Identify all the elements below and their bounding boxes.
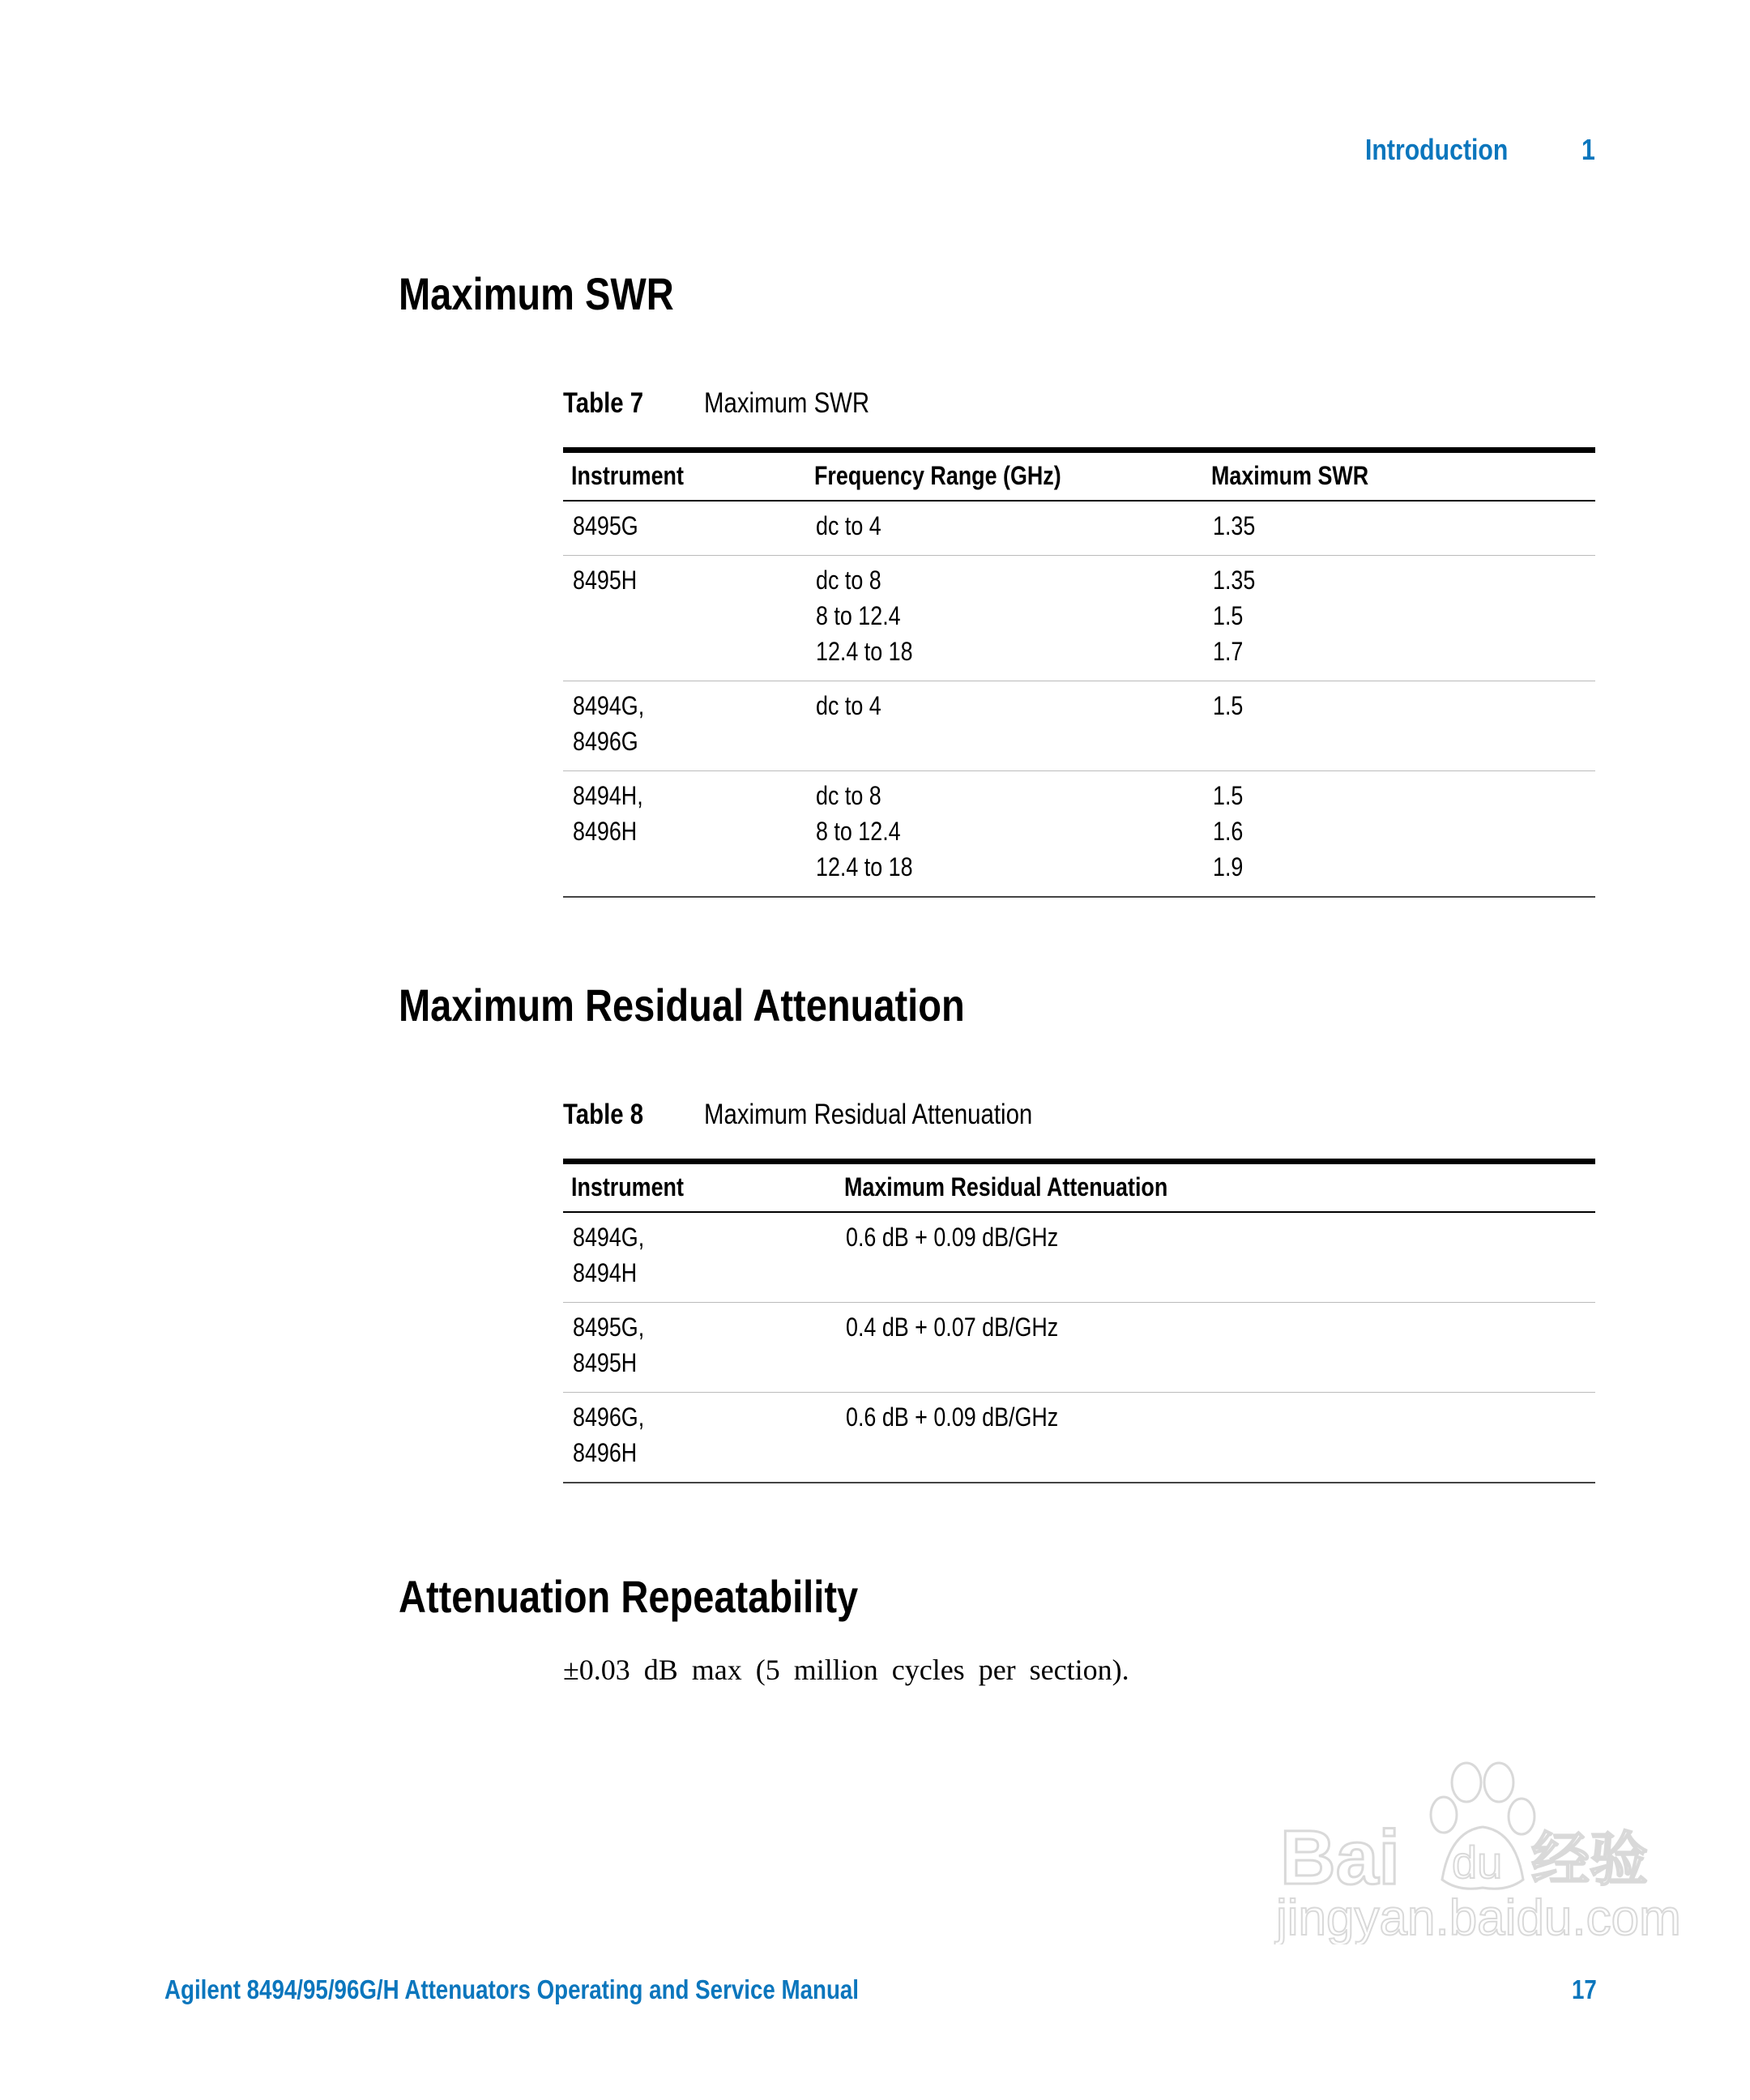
cell-line: 12.4 to 18 <box>816 852 913 881</box>
column-header: Instrument <box>571 1172 684 1202</box>
cell-line: 8494G, <box>573 1223 645 1252</box>
table7-title: Maximum SWR <box>704 387 870 419</box>
column-header: Maximum Residual Attenuation <box>844 1172 1168 1202</box>
cell-line: 1.5 <box>1213 691 1244 720</box>
cell-line: dc to 4 <box>816 511 881 540</box>
table8-title: Maximum Residual Attenuation <box>704 1099 1033 1130</box>
table-header-row <box>563 1162 1595 1213</box>
cell-instrument <box>563 501 806 556</box>
cell-instrument <box>563 1393 836 1483</box>
table8-label: Table 8 <box>563 1099 644 1130</box>
running-header-section: Introduction <box>1365 133 1509 166</box>
table-row <box>563 771 1595 898</box>
svg-text:经验: 经验 <box>1531 1825 1649 1893</box>
svg-text:Bai: Bai <box>1280 1815 1400 1901</box>
cell-line: dc to 4 <box>816 691 881 720</box>
section-heading-repeatability: Attenuation Repeatability <box>399 1571 859 1622</box>
cell-value: 0.6 dB + 0.09 dB/GHz <box>846 1402 1059 1432</box>
cell-line: 8496H <box>573 1438 638 1467</box>
cell-line: 8 to 12.4 <box>816 601 901 630</box>
cell-line: 8 to 12.4 <box>816 817 901 846</box>
cell-instrument <box>563 1303 836 1393</box>
cell-line: 1.35 <box>1213 511 1256 540</box>
cell-line: 8495G, <box>573 1312 645 1342</box>
table-header-row <box>563 450 1595 502</box>
table-row <box>563 556 1595 681</box>
cell-freq <box>806 556 1203 681</box>
section-heading-residual-attenuation: Maximum Residual Attenuation <box>399 980 965 1031</box>
cell-instrument <box>563 1212 836 1303</box>
cell-line: 8494H, <box>573 781 643 810</box>
cell-swr <box>1203 556 1595 681</box>
table-row <box>563 501 1595 556</box>
cell-line: 8496G, <box>573 1402 645 1432</box>
cell-line: 1.35 <box>1213 566 1256 595</box>
cell-line: 1.7 <box>1213 637 1244 666</box>
cell-swr <box>1203 501 1595 556</box>
table7-label: Table 7 <box>563 387 644 419</box>
column-header: Instrument <box>571 460 684 490</box>
cell-freq <box>806 681 1203 771</box>
cell-line: 8496G <box>573 727 638 756</box>
svg-text:du: du <box>1452 1837 1503 1888</box>
column-header: Maximum SWR <box>1211 460 1369 490</box>
cell-line: 8494H <box>573 1258 638 1287</box>
column-header: Frequency Range (GHz) <box>814 460 1061 490</box>
table-row <box>563 681 1595 771</box>
cell-freq <box>806 501 1203 556</box>
cell-swr <box>1203 681 1595 771</box>
cell-line: 12.4 to 18 <box>816 637 913 666</box>
cell-line: 8495G <box>573 511 638 540</box>
cell-line: 1.9 <box>1213 852 1244 881</box>
cell-swr <box>1203 771 1595 898</box>
cell-instrument <box>563 771 806 898</box>
cell-line: 1.5 <box>1213 781 1244 810</box>
cell-line: 1.6 <box>1213 817 1244 846</box>
svg-text:jingyan.baidu.com: jingyan.baidu.com <box>1276 1890 1681 1944</box>
running-header-chapter: 1 <box>1581 133 1595 166</box>
cell-line: 1.5 <box>1213 601 1244 630</box>
cell-line: 8496H <box>573 817 638 846</box>
cell-freq <box>806 771 1203 898</box>
cell-line: 8495H <box>573 1348 638 1377</box>
cell-line: dc to 8 <box>816 781 881 810</box>
cell-value: 0.4 dB + 0.07 dB/GHz <box>846 1312 1059 1342</box>
cell-instrument <box>563 681 806 771</box>
cell-line: 8494G, <box>573 691 645 720</box>
footer-page-number: 17 <box>1572 1974 1597 2004</box>
table-max-swr <box>563 447 1595 898</box>
cell-value: 0.6 dB + 0.09 dB/GHz <box>846 1223 1059 1252</box>
cell-instrument <box>563 556 806 681</box>
table-row <box>563 1303 1595 1393</box>
table-residual-attenuation <box>563 1159 1595 1483</box>
cell-line: 8495H <box>573 566 638 595</box>
cell-line: dc to 8 <box>816 566 881 595</box>
table-row <box>563 1212 1595 1303</box>
baidu-watermark-logo <box>1264 1750 1685 1948</box>
table-row <box>563 1393 1595 1483</box>
repeatability-text: ±0.03 dB max (5 million cycles per section). <box>563 1654 1129 1686</box>
section-heading-max-swr: Maximum SWR <box>399 268 674 319</box>
footer-manual-title: Agilent 8494/95/96G/H Attenuators Operating and Service Manual <box>164 1974 860 2004</box>
